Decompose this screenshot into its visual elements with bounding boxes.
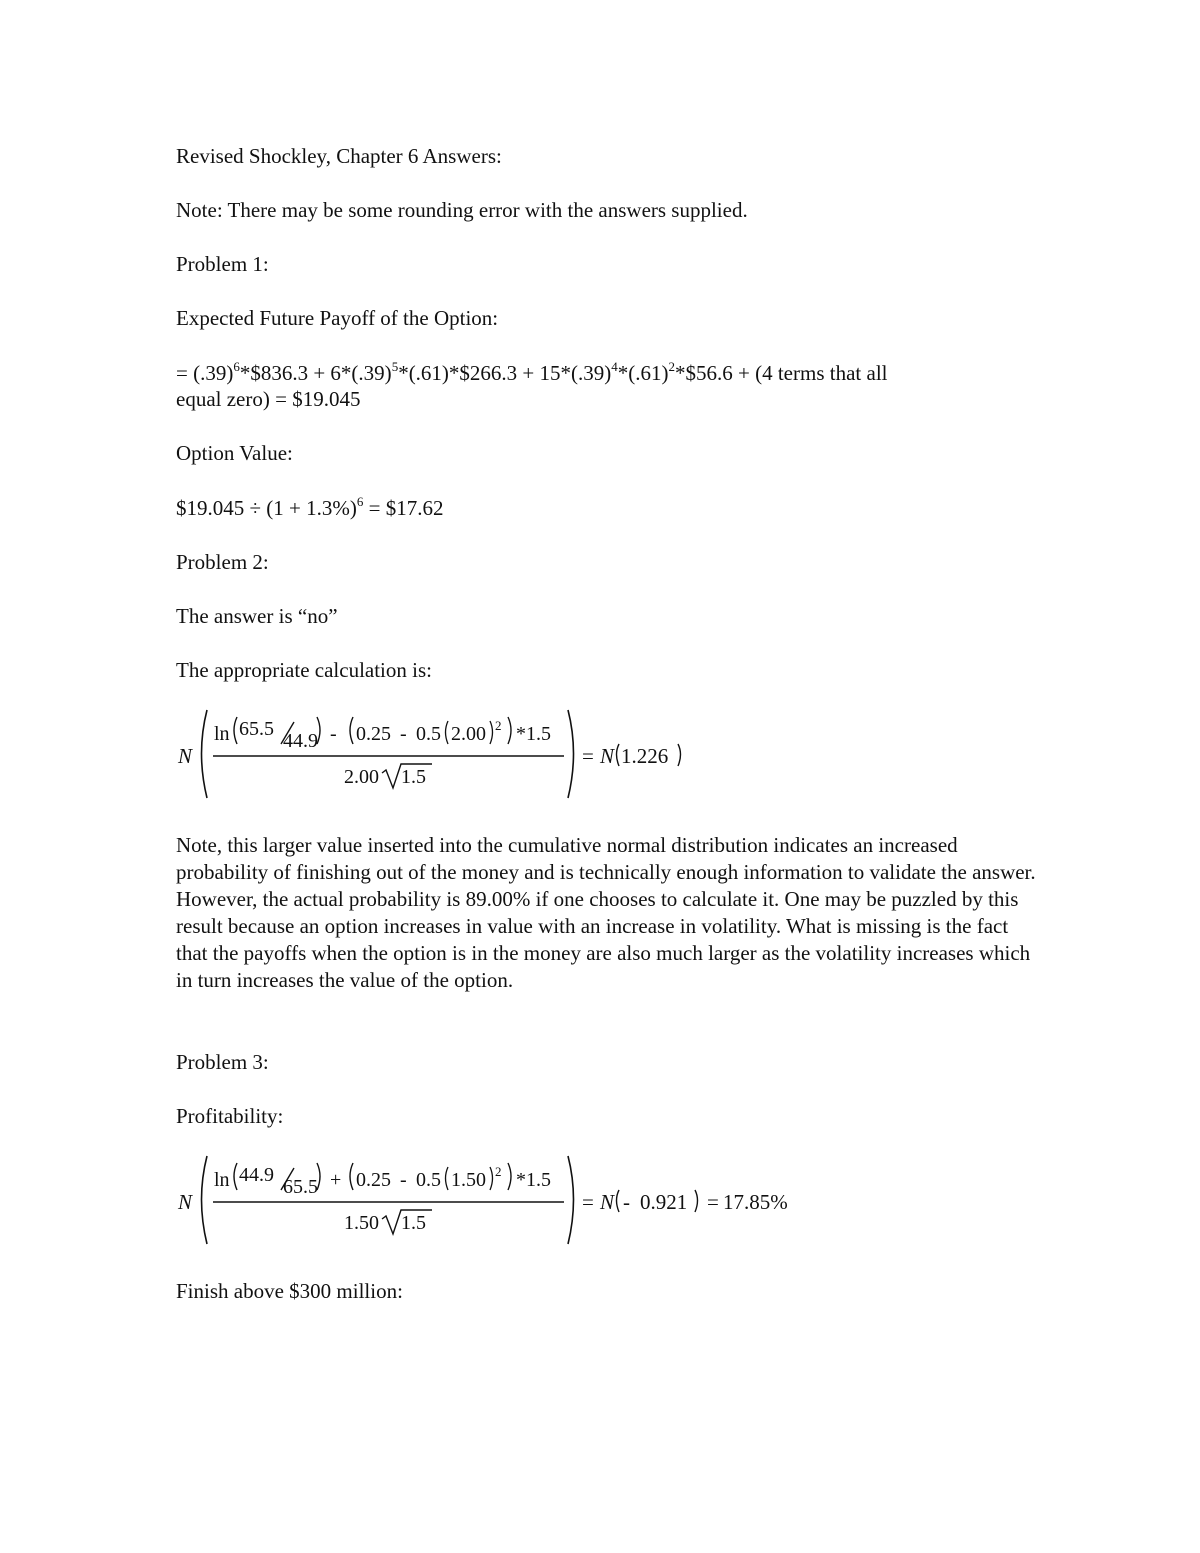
paren xyxy=(490,1167,493,1190)
formula-text: *$836.3 + 6*(.39) xyxy=(239,361,392,385)
eq-sigma: 1.50 xyxy=(451,1169,486,1191)
eq-result: 0.921 xyxy=(640,1190,688,1214)
eq-square: 2 xyxy=(495,1164,502,1179)
paren xyxy=(446,1167,449,1190)
eq-minus: - xyxy=(400,1169,407,1191)
eq-equals: = xyxy=(582,1190,594,1214)
eq-times-t: *1.5 xyxy=(516,1169,551,1191)
rounding-note: Note: There may be some rounding error with the answers supplied. xyxy=(176,198,748,222)
eq-frac-den: 65.5 xyxy=(283,1176,318,1198)
profitability-label: Profitability: xyxy=(176,1104,284,1128)
eq-square: 2 xyxy=(495,718,502,733)
eq-den-sigma: 2.00 xyxy=(344,766,379,788)
problem-2-heading: Problem 2: xyxy=(176,550,269,574)
formula-text: = (.39) xyxy=(176,361,234,385)
eq-den-t: 1.5 xyxy=(401,1212,426,1234)
eq-c2: 0.5 xyxy=(416,723,441,745)
eq-c1: 0.25 xyxy=(356,723,391,745)
paren xyxy=(234,717,237,744)
eq-frac-den: 44.9 xyxy=(283,730,318,752)
eq-ln: ln xyxy=(214,1169,230,1191)
right-paren xyxy=(568,710,574,798)
eq-result-n: N xyxy=(600,744,615,768)
problem-2-answer: The answer is “no” xyxy=(176,604,338,628)
paren xyxy=(350,1163,353,1190)
paren xyxy=(617,1190,620,1212)
eq-den-sigma: 1.50 xyxy=(344,1212,379,1234)
formula-text: = $17.62 xyxy=(363,496,444,520)
eq-plus: + xyxy=(330,1169,342,1191)
payoff-formula-line-2: equal zero) = $19.045 xyxy=(176,387,361,411)
eq-n: N xyxy=(178,744,193,768)
calculation-label: The appropriate calculation is: xyxy=(176,658,432,682)
exponent: 5 xyxy=(391,359,399,374)
exponent: 6 xyxy=(233,359,240,374)
formula-text: $19.045 ÷ (1 + 1.3%) xyxy=(176,496,357,520)
left-paren xyxy=(202,710,208,798)
eq-equals: = xyxy=(582,744,594,768)
problem-2-equation xyxy=(170,706,730,806)
eq-sigma: 2.00 xyxy=(451,723,486,745)
paren xyxy=(508,717,511,744)
eq-result-n: N xyxy=(600,1190,615,1214)
paren xyxy=(350,717,353,744)
option-value-label: Option Value: xyxy=(176,441,293,465)
paren xyxy=(234,1163,237,1190)
formula-text: *(.61)*$266.3 + 15*(.39) xyxy=(398,361,612,385)
formula-text: *(.61) xyxy=(617,361,669,385)
payoff-formula-line-1 xyxy=(176,360,888,387)
paren xyxy=(446,721,449,744)
paren xyxy=(490,721,493,744)
problem-3-heading: Problem 3: xyxy=(176,1050,269,1074)
eq-c1: 0.25 xyxy=(356,1169,391,1191)
eq-n: N xyxy=(178,1190,193,1214)
eq-frac-num: 44.9 xyxy=(239,1164,274,1186)
document-title: Revised Shockley, Chapter 6 Answers: xyxy=(176,144,502,168)
exponent: 4 xyxy=(611,359,618,374)
paren xyxy=(508,1163,511,1190)
eq-c2: 0.5 xyxy=(416,1169,441,1191)
problem-2-explanation: Note, this larger value inserted into the cumulative normal distribution indicates an increased probability of finishing out of the money and is technically enough information to validate the answer. However, the actual probability is 89.00% if one chooses to calculate it. One may be puzzled by this result because an option increases in value with an increase in volatility. What is missing is the fact that the payoffs when the option is in the money are also much larger as the volatility increases which in turn increases the value of the option. xyxy=(176,833,1036,992)
paren xyxy=(617,744,620,766)
problem-3-equation xyxy=(170,1152,850,1252)
exponent: 6 xyxy=(356,494,364,509)
left-paren xyxy=(202,1156,208,1244)
expected-payoff-label: Expected Future Payoff of the Option: xyxy=(176,306,499,330)
paren xyxy=(678,744,681,766)
eq-result: 1.226 xyxy=(621,744,669,768)
problem-1-heading: Problem 1: xyxy=(176,252,269,276)
right-paren xyxy=(568,1156,574,1244)
eq-percent: 17.85% xyxy=(723,1190,788,1214)
eq-minus: - xyxy=(330,723,337,745)
formula-text: *$56.6 + (4 terms that all xyxy=(675,361,888,385)
eq-den-t: 1.5 xyxy=(401,766,426,788)
eq-ln: ln xyxy=(214,723,230,745)
option-value-formula xyxy=(176,495,443,522)
eq-result-minus: - xyxy=(623,1190,630,1214)
eq-times-t: *1.5 xyxy=(516,723,551,745)
eq-frac-num: 65.5 xyxy=(239,718,274,740)
exponent: 2 xyxy=(668,359,676,374)
eq-equals-2: = xyxy=(707,1190,719,1214)
paren xyxy=(695,1190,698,1212)
finish-above-label: Finish above $300 million: xyxy=(176,1279,403,1303)
eq-minus-2: - xyxy=(400,723,407,745)
